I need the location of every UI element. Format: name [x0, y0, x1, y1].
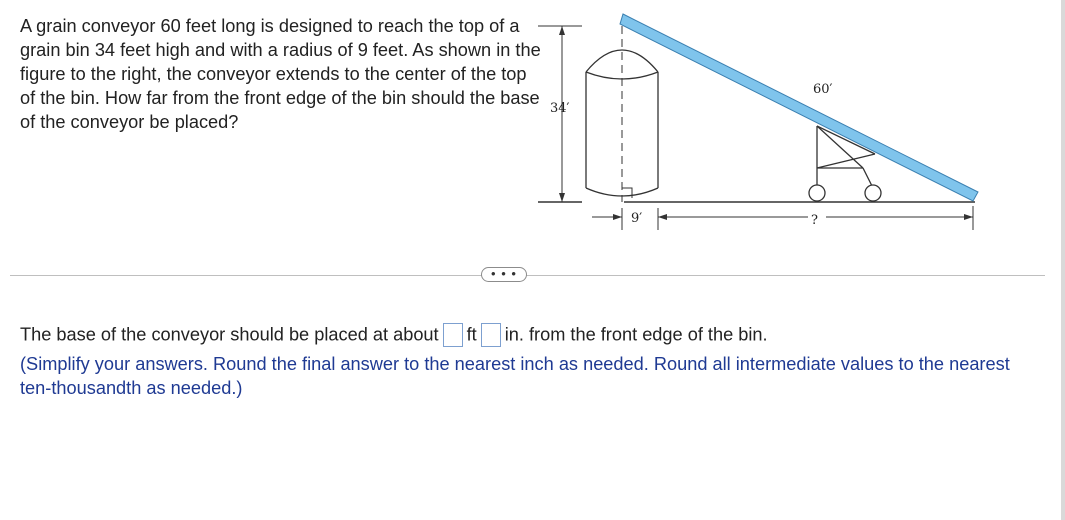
inches-answer-input[interactable]: [481, 323, 501, 347]
grain-bin: [586, 26, 658, 202]
answer-line: [20, 323, 768, 347]
conveyor-belt: [620, 14, 978, 201]
height-arrow-top: [559, 26, 565, 35]
radius-label: 9′: [631, 211, 643, 226]
more-options-button[interactable]: • • •: [481, 267, 527, 282]
conveyor-diagram: [530, 8, 990, 243]
length-label: 60′: [813, 82, 833, 97]
feet-unit-label: ft: [466, 324, 477, 345]
divider: [10, 275, 1045, 276]
scrollbar[interactable]: [1061, 0, 1065, 520]
unknown-label: ?: [811, 213, 818, 228]
answer-prefix: The base of the conveyor should be placed at about: [20, 324, 439, 345]
instructions-note: (Simplify your answers. Round the final answer to the nearest inch as needed. Round all intermediate values to the nearest ten-thousandth as needed.): [20, 354, 1010, 398]
radius-arrow-left: [613, 214, 622, 220]
feet-answer-input[interactable]: [443, 323, 463, 347]
answer-suffix: in. from the front edge of the bin.: [504, 324, 768, 345]
question-text: A grain conveyor 60 feet long is designed to reach the top of a grain bin 34 feet high and with a radius of 9 feet. As shown in the figure to the right, the conveyor extends to the center of the top of the bin. How far from the front edge of the bin should the base of the conveyor be placed?: [20, 16, 541, 132]
height-arrow-bottom: [559, 193, 565, 202]
height-label: 34′: [550, 101, 570, 116]
unknown-arrow-right: [964, 214, 973, 220]
